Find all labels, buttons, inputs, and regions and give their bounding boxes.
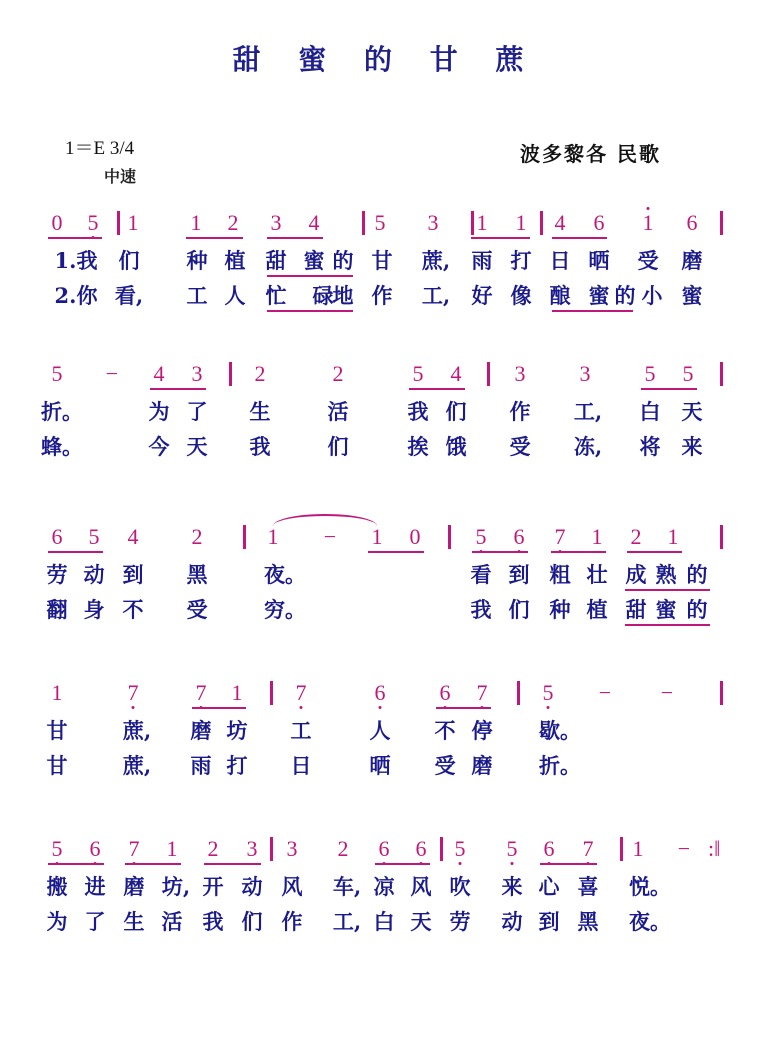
- beam-underline: [192, 707, 246, 709]
- beam-underline: [471, 237, 530, 239]
- note: 7: [583, 836, 594, 862]
- beam-underline: [409, 388, 465, 390]
- low-octave-dot: [379, 706, 382, 709]
- note: 5: [476, 524, 487, 550]
- lyric-char: 冻,: [573, 434, 603, 459]
- lyric-char: 车,: [332, 874, 362, 899]
- lyric-char: 磨: [190, 718, 212, 743]
- lyric-char: 折。: [539, 753, 581, 778]
- note: 2: [630, 524, 642, 549]
- lyric-char: 天: [681, 399, 703, 424]
- lyric-char: 壮: [586, 562, 608, 587]
- lyric-char: 蜜: [681, 283, 703, 308]
- lyric-char: 到: [508, 562, 530, 587]
- lyric-char: 夜。: [629, 909, 671, 934]
- lyric-char: 歇。: [539, 718, 581, 743]
- lyric-char: 碌: [312, 283, 334, 308]
- lyric-char: 工,: [573, 399, 603, 424]
- note: 2: [337, 836, 349, 861]
- note: 5: [88, 210, 99, 236]
- lyric-char: 酿: [549, 283, 571, 308]
- bar-line: [270, 681, 273, 705]
- low-octave-dot: [547, 706, 550, 709]
- lyric-char: 我: [470, 597, 492, 622]
- bar-line: [487, 362, 490, 386]
- lyric-char: 受: [434, 753, 456, 778]
- lyric-char: 心: [538, 874, 560, 899]
- note: 1: [371, 524, 383, 549]
- lyric-row-2-verse2: [0, 434, 770, 468]
- note: 1: [643, 210, 654, 236]
- beam-underline: [627, 551, 682, 553]
- lyric-char: 好: [471, 283, 493, 308]
- bar-line: [229, 362, 232, 386]
- note: 3: [246, 836, 258, 861]
- lyric-char: 工: [290, 718, 312, 743]
- lyric-char: 成: [625, 562, 647, 587]
- note: 7: [477, 680, 488, 706]
- lyric-char: 1.我: [54, 248, 98, 273]
- note: 6: [440, 680, 451, 706]
- bar-line: [471, 211, 474, 235]
- lyric-char: 夜。: [264, 562, 306, 587]
- note: 0: [409, 524, 421, 549]
- lyric-char: 到: [122, 562, 144, 587]
- note: 1: [632, 836, 644, 861]
- note: 3: [286, 836, 298, 861]
- lyric-char: 甘: [46, 753, 68, 778]
- lyric-char: 受: [186, 597, 208, 622]
- lyric-char: 天: [410, 909, 432, 934]
- repeat-end-mark: :‖: [708, 836, 721, 861]
- note: 2: [227, 210, 239, 235]
- lyric-char: 坊: [226, 718, 248, 743]
- lyric-char: 来: [501, 874, 523, 899]
- bar-line: [720, 681, 723, 705]
- lyric-char: 粗: [549, 562, 571, 587]
- lyric-char: 们: [118, 248, 140, 273]
- high-octave-dot: [647, 207, 650, 210]
- note: 5: [644, 361, 656, 386]
- lyric-char: 白: [373, 909, 395, 934]
- lyric-row-3-verse2: [0, 597, 770, 631]
- lyric-char: 喜: [577, 874, 599, 899]
- lyric-char: 作: [509, 399, 531, 424]
- lyric-char: 动: [241, 874, 263, 899]
- bar-line: [540, 211, 543, 235]
- note: 6: [416, 836, 427, 862]
- tempo-marking: 中速: [104, 167, 137, 186]
- lyric-char: 劳: [46, 562, 68, 587]
- lyric-char: 今: [148, 434, 170, 459]
- lyric-char: 忙: [265, 283, 287, 308]
- footer-watermark-cropped: [460, 995, 680, 1003]
- note: 2: [191, 524, 203, 549]
- lyric-char: 坊,: [161, 874, 191, 899]
- beam-underline: [368, 551, 424, 553]
- note: 7: [128, 680, 139, 706]
- note: 6: [90, 836, 101, 862]
- note: 7: [555, 524, 566, 550]
- bar-line: [117, 211, 120, 235]
- lyric-char: 日: [549, 248, 571, 273]
- beam-underline: [436, 707, 491, 709]
- lyric-char: 劳: [449, 909, 471, 934]
- beam-underline: [48, 863, 104, 865]
- lyric-char: 不: [434, 718, 456, 743]
- lyric-char: 翻: [46, 597, 68, 622]
- bar-line: [720, 211, 723, 235]
- beam-underline: [641, 388, 697, 390]
- lyric-char: 白: [639, 399, 661, 424]
- lyric-char: 们: [508, 597, 530, 622]
- note: 1: [667, 524, 679, 549]
- lyric-char: 们: [241, 909, 263, 934]
- bar-line: [440, 837, 443, 861]
- lyric-char: 我: [249, 434, 271, 459]
- lyric-char: 地: [332, 283, 354, 308]
- note: 6: [51, 524, 63, 549]
- note: 6: [514, 524, 525, 550]
- lyric-char: 到: [538, 909, 560, 934]
- lyric-char: 动: [501, 909, 523, 934]
- low-octave-dot: [459, 862, 462, 865]
- lyric-char: 蜂。: [41, 434, 83, 459]
- lyric-char: 工,: [421, 283, 451, 308]
- note: 2: [332, 361, 344, 386]
- note: 3: [191, 361, 203, 386]
- lyric-char: 小: [641, 283, 663, 308]
- note: 2: [207, 836, 219, 861]
- lyric-char: 蜜: [655, 597, 677, 622]
- lyric-row-5-verse2: [0, 909, 770, 943]
- lyric-char: 蔗,: [122, 718, 152, 743]
- lyric-char: 人: [369, 718, 391, 743]
- composer-credit: 波多黎各 民歌: [520, 142, 661, 166]
- beam-underline: [551, 551, 606, 553]
- note: 5: [52, 836, 63, 862]
- note: 4: [554, 210, 566, 235]
- tie-slur: [273, 514, 377, 526]
- lyric-char: 黑: [186, 562, 208, 587]
- lyric-char: 磨: [123, 874, 145, 899]
- beam-underline: [150, 388, 206, 390]
- lyric-slur-underline: [267, 275, 353, 277]
- note: 1: [515, 210, 527, 235]
- low-octave-dot: [300, 706, 303, 709]
- lyric-char: 为: [46, 909, 68, 934]
- notation-row-4: [0, 680, 770, 714]
- low-octave-dot: [132, 706, 135, 709]
- note: −: [660, 680, 674, 705]
- lyric-row-5-verse1: [0, 874, 770, 908]
- note: 1: [127, 210, 139, 235]
- lyric-char: 看,: [114, 283, 144, 308]
- lyric-char: 蔗,: [421, 248, 451, 273]
- beam-underline: [125, 863, 181, 865]
- beam-underline: [375, 863, 430, 865]
- lyric-char: 受: [509, 434, 531, 459]
- note: 4: [308, 210, 320, 235]
- lyric-char: 的: [686, 597, 708, 622]
- lyric-char: 的: [614, 283, 636, 308]
- lyric-row-4-verse2: [0, 753, 770, 787]
- lyric-char: 们: [445, 399, 467, 424]
- lyric-slur-underline: [267, 310, 353, 312]
- note: 5: [88, 524, 100, 549]
- lyric-char: 来: [681, 434, 703, 459]
- note: 5: [455, 836, 466, 862]
- beam-underline: [48, 237, 102, 239]
- notation-row-1: [0, 210, 770, 244]
- lyric-char: 悦。: [629, 874, 671, 899]
- lyric-row-1-verse2: [0, 283, 770, 317]
- note: 6: [686, 210, 698, 235]
- lyric-char: 工: [186, 283, 208, 308]
- lyric-char: 活: [327, 399, 349, 424]
- note: 1: [231, 680, 243, 705]
- note: 4: [127, 524, 139, 549]
- lyric-char: 雨: [471, 248, 493, 273]
- lyric-char: 甘: [46, 718, 68, 743]
- lyric-slur-underline: [552, 310, 633, 312]
- note: 7: [129, 836, 140, 862]
- lyric-char: 进: [84, 874, 106, 899]
- lyric-char: 天: [186, 434, 208, 459]
- lyric-char: 停: [471, 718, 493, 743]
- note: −: [598, 680, 612, 705]
- notation-row-2: [0, 361, 770, 395]
- beam-underline: [204, 863, 261, 865]
- bar-line: [517, 681, 520, 705]
- note: 4: [450, 361, 462, 386]
- lyric-char: 2.你: [54, 283, 98, 308]
- lyric-char: 受: [637, 248, 659, 273]
- lyric-char: 熟: [655, 562, 677, 587]
- lyric-char: 蔗,: [122, 753, 152, 778]
- beam-underline: [48, 551, 103, 553]
- lyric-char: 生: [123, 909, 145, 934]
- lyric-char: 生: [249, 399, 271, 424]
- lyric-char: 我: [407, 399, 429, 424]
- bar-line: [448, 525, 451, 549]
- note: 3: [270, 210, 282, 235]
- note: 1: [190, 210, 202, 235]
- note: −: [677, 836, 691, 861]
- note: 1: [267, 524, 279, 549]
- note: 7: [196, 680, 207, 706]
- note: 7: [296, 680, 307, 706]
- lyric-char: 挨: [407, 434, 429, 459]
- lyric-row-2-verse1: [0, 399, 770, 433]
- lyric-char: 像: [510, 283, 532, 308]
- beam-underline: [267, 237, 323, 239]
- bar-line: [720, 525, 723, 549]
- note: 6: [593, 210, 605, 235]
- lyric-char: 折。: [41, 399, 83, 424]
- lyric-char: 了: [84, 909, 106, 934]
- lyric-char: 打: [226, 753, 248, 778]
- lyric-char: 作: [281, 909, 303, 934]
- lyric-char: 日: [290, 753, 312, 778]
- note: 6: [375, 680, 386, 706]
- lyric-char: 人: [224, 283, 246, 308]
- bar-line: [620, 837, 623, 861]
- lyric-char: 作: [371, 283, 393, 308]
- note: 1: [166, 836, 178, 861]
- lyric-row-1-verse1: [0, 248, 770, 282]
- bar-line: [270, 837, 273, 861]
- lyric-char: 了: [186, 399, 208, 424]
- lyric-char: 晒: [588, 248, 610, 273]
- bar-line: [720, 362, 723, 386]
- lyric-char: 蜜: [588, 283, 610, 308]
- beam-underline: [552, 237, 607, 239]
- lyric-char: 磨: [681, 248, 703, 273]
- beam-underline: [472, 551, 528, 553]
- lyric-char: 种: [549, 597, 571, 622]
- lyric-char: 打: [510, 248, 532, 273]
- lyric-slur-underline: [625, 624, 710, 626]
- note: 6: [544, 836, 555, 862]
- lyric-char: 甜: [265, 248, 287, 273]
- lyric-char: 吹: [449, 874, 471, 899]
- note: 5: [374, 210, 386, 235]
- lyric-char: 看: [470, 562, 492, 587]
- lyric-row-3-verse1: [0, 562, 770, 596]
- lyric-slur-underline: [625, 589, 710, 591]
- low-octave-dot: [511, 862, 514, 865]
- note: 2: [254, 361, 266, 386]
- lyric-char: 植: [224, 248, 246, 273]
- lyric-char: 凉: [373, 874, 395, 899]
- bar-line: [362, 211, 365, 235]
- note: 4: [153, 361, 165, 386]
- lyric-char: 为: [148, 399, 170, 424]
- lyric-char: 风: [410, 874, 432, 899]
- lyric-char: 的: [332, 248, 354, 273]
- lyric-char: 穷。: [264, 597, 306, 622]
- note: 5: [412, 361, 424, 386]
- lyric-char: 搬: [46, 874, 68, 899]
- lyric-char: 开: [202, 874, 224, 899]
- note: 0: [51, 210, 63, 235]
- lyric-char: 晒: [369, 753, 391, 778]
- note: 1: [51, 680, 63, 705]
- key-signature: 1＝E 3/4: [65, 138, 135, 159]
- lyric-char: 的: [686, 562, 708, 587]
- lyric-char: 身: [83, 597, 105, 622]
- note: 3: [427, 210, 439, 235]
- note: 1: [476, 210, 488, 235]
- lyric-char: 们: [327, 434, 349, 459]
- note: 5: [51, 361, 63, 386]
- note: 5: [507, 836, 518, 862]
- lyric-char: 雨: [190, 753, 212, 778]
- lyric-char: 饿: [445, 434, 467, 459]
- note: 5: [543, 680, 554, 706]
- beam-underline: [186, 237, 243, 239]
- lyric-char: 种: [186, 248, 208, 273]
- lyric-char: 动: [83, 562, 105, 587]
- note: 6: [379, 836, 390, 862]
- lyric-char: 我: [202, 909, 224, 934]
- notation-row-5: [0, 836, 770, 870]
- lyric-char: 磨: [471, 753, 493, 778]
- lyric-char: 甜: [625, 597, 647, 622]
- lyric-char: 风: [281, 874, 303, 899]
- lyric-char: 植: [586, 597, 608, 622]
- bar-line: [243, 525, 246, 549]
- lyric-char: 不: [122, 597, 144, 622]
- note: 3: [579, 361, 591, 386]
- lyric-char: 活: [161, 909, 183, 934]
- notation-row-3: [0, 524, 770, 558]
- note: 3: [514, 361, 526, 386]
- lyric-row-4-verse1: [0, 718, 770, 752]
- note: −: [323, 524, 337, 549]
- lyric-char: 甘: [371, 248, 393, 273]
- lyric-char: 蜜: [303, 248, 325, 273]
- note: 1: [591, 524, 603, 549]
- lyric-char: 工,: [332, 909, 362, 934]
- beam-underline: [540, 863, 597, 865]
- note: −: [105, 361, 119, 386]
- lyric-char: 将: [639, 434, 661, 459]
- lyric-char: 黑: [577, 909, 599, 934]
- song-title: 甜 蜜 的 甘 蔗: [232, 43, 538, 76]
- note: 5: [682, 361, 694, 386]
